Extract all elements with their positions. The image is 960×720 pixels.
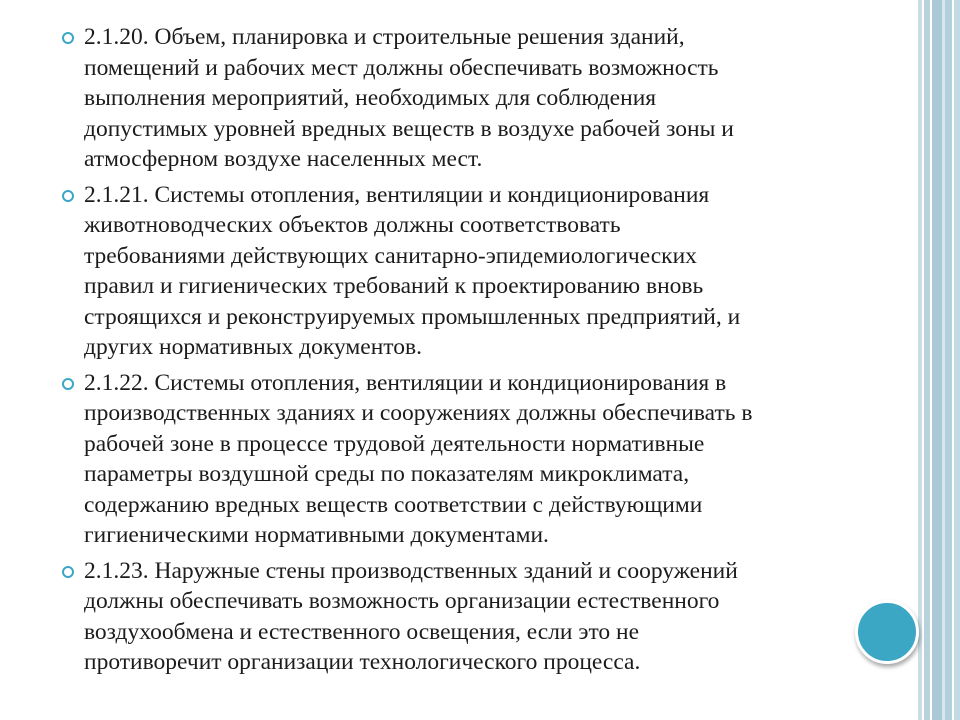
decorative-circle-icon bbox=[855, 600, 919, 664]
hollow-circle-bullet-icon bbox=[62, 378, 74, 390]
stripe bbox=[945, 0, 952, 720]
stripe bbox=[932, 0, 942, 720]
list-item bbox=[60, 368, 860, 551]
hollow-circle-bullet-icon bbox=[62, 32, 74, 44]
list-item bbox=[60, 556, 860, 678]
bullet-text: 2.1.22. Системы отопления, вентиляции и кондиционирования в производственных зданиях и сооружениях должны обеспечивать в рабочей зоне в процессе трудовой деятельности нормативные параметры воздушной среды по показателям микроклимата, содержанию вредных веществ соответствии с действующими гигиеническими нормативными документами. bbox=[84, 369, 753, 548]
list-item bbox=[60, 22, 860, 175]
bullet-text: 2.1.21. Системы отопления, вентиляции и кондиционирования животноводческих объектов должны соответствовать требованиями действующих санитарно-эпидемиологических правил и гигиенических требований к проектированию вновь строящихся и реконструируемых промышленных предприятий, и других нормативных документов. bbox=[84, 181, 741, 360]
hollow-circle-bullet-icon bbox=[62, 566, 74, 578]
bullet-list bbox=[60, 22, 860, 683]
stripe bbox=[954, 0, 960, 720]
decorative-side-stripes bbox=[918, 0, 960, 720]
hollow-circle-bullet-icon bbox=[62, 190, 74, 202]
bullet-text: 2.1.23. Наружные стены производственных зданий и сооружений должны обеспечивать возможность организации естественного воздухообмена и естественного освещения, если это не противоречит организации технологического процесса. bbox=[84, 557, 738, 675]
list-item bbox=[60, 180, 860, 363]
bullet-text: 2.1.20. Объем, планировка и строительные решения зданий, помещений и рабочих мест должны обеспечивать возможность выполнения мероприятий, необходимых для соблюдения допустимых уровней вредных веществ в воздухе рабочей зоны и атмосферном воздухе населенных мест. bbox=[84, 24, 734, 172]
